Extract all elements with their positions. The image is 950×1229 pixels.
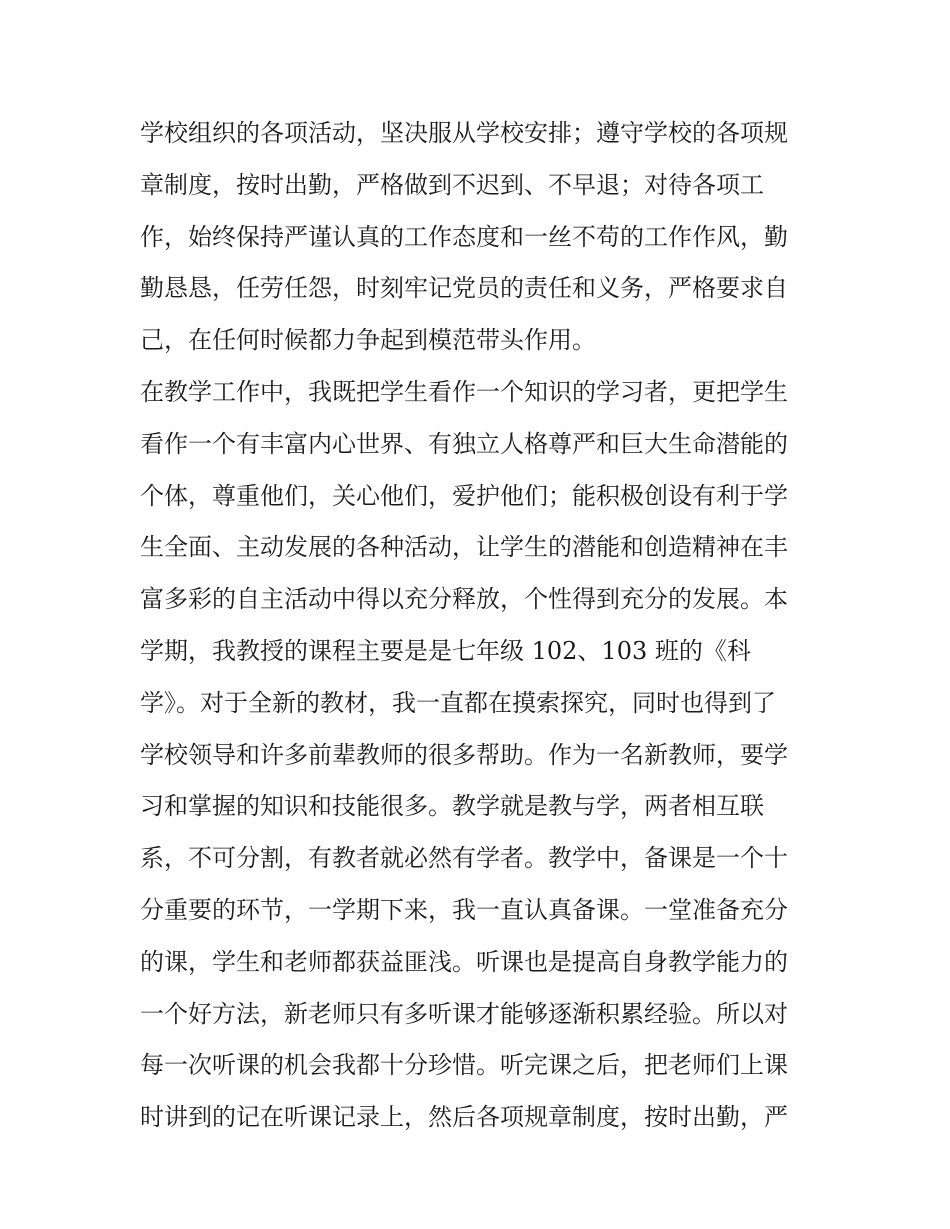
text-line: 看作一个有丰富内心世界、有独立人格尊严和巨大生命潜能的 xyxy=(140,429,788,458)
text-line: 的课，学生和老师都获益匪浅。听课也是提高自身教学能力的 xyxy=(140,947,788,976)
text-line: 个体，尊重他们，关心他们，爱护他们；能积极创设有利于学 xyxy=(140,481,788,510)
text-line: 学期，我教授的课程主要是是七年级 102、103 班的《科 xyxy=(140,636,751,665)
body-text xyxy=(140,108,820,1144)
text-line: 分重要的环节，一学期下来，我一直认真备课。一堂准备充分 xyxy=(140,895,788,924)
text-line: 系，不可分割，有教者就必然有学者。教学中，备课是一个十 xyxy=(140,844,788,873)
text-line: 勤恳恳，任劳任怨，时刻牢记党员的责任和义务，严格要求自 xyxy=(140,274,788,303)
text-line: 每一次听课的机会我都十分珍惜。听完课之后，把老师们上课 xyxy=(140,1051,788,1080)
text-line: 一个好方法，新老师只有多听课才能够逐渐积累经验。所以对 xyxy=(140,999,788,1028)
text-line: 学校组织的各项活动，坚决服从学校安排；遵守学校的各项规 xyxy=(140,119,788,147)
text-line: 习和掌握的知识和技能很多。教学就是教与学，两者相互联 xyxy=(140,792,764,821)
text-line: 富多彩的自主活动中得以充分释放，个性得到充分的发展。本 xyxy=(140,585,788,614)
text-line: 章制度，按时出勤，严格做到不迟到、不早退；对待各项工 xyxy=(140,170,764,199)
text-line: 作，始终保持严谨认真的工作态度和一丝不苟的工作作风，勤 xyxy=(140,222,788,251)
text-line: 学校领导和许多前辈教师的很多帮助。作为一名新教师，要学 xyxy=(140,740,788,769)
text-line: 时讲到的记在听课记录上，然后各项规章制度，按时出勤，严 xyxy=(140,1103,788,1132)
text-line: 学》。对于全新的教材，我一直都在摸索探究，同时也得到了 xyxy=(140,688,776,717)
text-line: 己，在任何时候都力争起到模范带头作用。 xyxy=(140,326,596,355)
text-line: 在教学工作中，我既把学生看作一个知识的学习者，更把学生 xyxy=(140,377,788,406)
text-line: 生全面、主动发展的各种活动，让学生的潜能和创造精神在丰 xyxy=(140,533,788,562)
